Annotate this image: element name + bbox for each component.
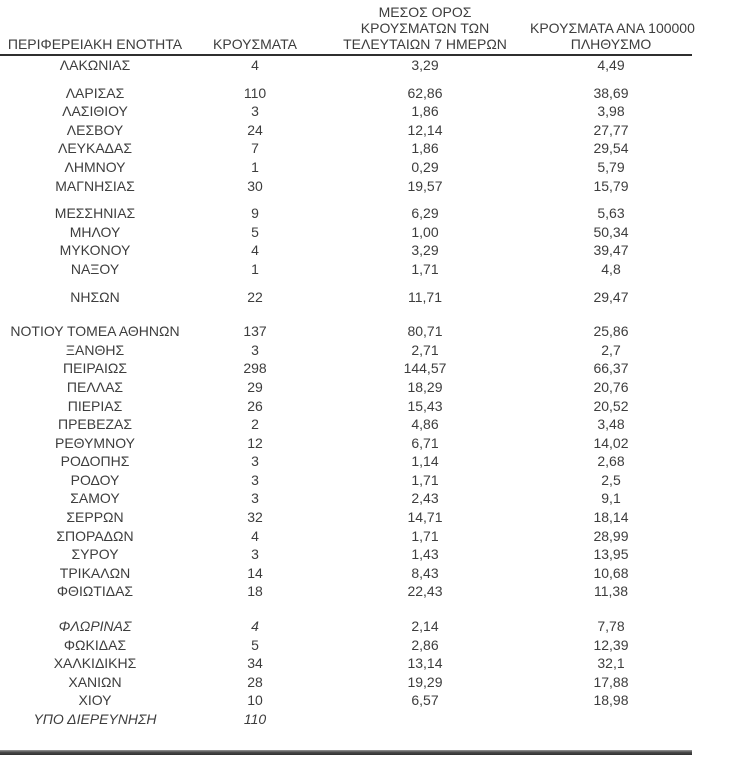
per-100k-cell: 3,48: [597, 416, 625, 433]
table-row: [0, 241, 692, 260]
table-row: [0, 288, 692, 307]
avg-7day-cell: 2,14: [411, 618, 439, 635]
per-100k-cell: 9,1: [601, 490, 621, 507]
cases-cell: 4: [251, 527, 259, 544]
region-cell: ΠΕΙΡΑΙΩΣ: [63, 360, 127, 377]
per-100k-cell: 50,34: [593, 223, 629, 240]
group-gap: [0, 601, 692, 617]
group-gap: [0, 75, 692, 84]
table-row: [0, 415, 692, 434]
cases-cell: 26: [247, 397, 263, 414]
cases-cell: 18: [247, 583, 263, 600]
cases-cell: 110: [243, 84, 267, 101]
cases-cell: 3: [251, 341, 259, 358]
region-cell: ΧΙΟΥ: [78, 692, 112, 709]
table-row: [0, 378, 692, 397]
per-100k-cell: 3,98: [597, 103, 625, 120]
table-row: [0, 673, 692, 692]
per-100k-cell: 5,79: [597, 158, 625, 175]
avg-7day-cell: 6,29: [411, 205, 439, 222]
table-row: [0, 471, 692, 490]
table-row: [0, 654, 692, 673]
cases-cell: 12: [247, 434, 263, 451]
region-cell: ΜΕΣΣΗΝΙΑΣ: [54, 205, 136, 222]
per-100k-cell: 10,68: [593, 564, 629, 581]
cases-cell: 30: [247, 177, 263, 194]
table-row: [0, 617, 692, 636]
per-100k-cell: 20,76: [593, 378, 629, 395]
cases-cell: 32: [247, 509, 263, 526]
header-line: ΚΡΟΥΣΜΑΤΑ ΑΝΑ 100000: [530, 20, 695, 36]
table-header: [0, 2, 695, 55]
per-100k-cell: 66,37: [593, 360, 629, 377]
cases-cell: 3: [251, 471, 259, 488]
avg-7day-cell: 1,00: [411, 223, 439, 240]
per-100k-cell: 29,47: [593, 288, 629, 305]
avg-7day-cell: 13,14: [407, 655, 443, 672]
per-100k-cell: 18,98: [593, 692, 629, 709]
table-row: [0, 452, 692, 471]
table-row: [0, 397, 692, 416]
col-header-per-100k: [530, 2, 695, 55]
group-gap: [0, 279, 692, 288]
header-line: ΚΡΟΥΣΜΑΤΩΝ ΤΩΝ: [360, 20, 490, 36]
per-100k-cell: 28,99: [593, 527, 629, 544]
region-cell: ΛΕΣΒΟΥ: [66, 121, 124, 138]
cases-cell: 110: [243, 711, 267, 727]
region-cell: ΣΠΟΡΑΔΩΝ: [56, 527, 134, 544]
table-row: [0, 527, 692, 546]
per-100k-cell: 4,8: [601, 260, 621, 277]
per-100k-cell: 32,1: [597, 655, 625, 672]
avg-7day-cell: 1,43: [411, 546, 439, 563]
avg-7day-cell: 4,86: [411, 416, 439, 433]
per-100k-cell: 12,39: [593, 636, 629, 653]
region-cell: ΜΑΓΝΗΣΙΑΣ: [55, 177, 135, 194]
avg-7day-cell: 8,43: [411, 564, 439, 581]
per-100k-cell: 13,95: [593, 546, 629, 563]
avg-7day-cell: 19,29: [407, 673, 443, 690]
table-row: [0, 564, 692, 583]
avg-7day-cell: 1,86: [411, 140, 439, 157]
region-cell: ΣΑΜΟΥ: [70, 490, 120, 507]
cases-cell: 3: [251, 103, 259, 120]
per-100k-cell: 17,88: [593, 673, 629, 690]
table-row: [0, 121, 692, 140]
table-row: [0, 177, 692, 196]
table-row: [0, 434, 692, 453]
table-row: [0, 158, 692, 177]
bottom-rule: [0, 750, 692, 755]
cases-cell: 7: [251, 140, 259, 157]
region-cell: ΛΗΜΝΟΥ: [64, 158, 126, 175]
avg-7day-cell: 1,14: [411, 453, 439, 470]
per-100k-cell: 27,77: [593, 121, 629, 138]
avg-7day-cell: 80,71: [407, 323, 443, 340]
region-cell: ΜΥΚΟΝΟΥ: [59, 242, 131, 259]
col-header-avg-7day: [320, 2, 530, 55]
region-cell: ΝΟΤΙΟΥ ΤΟΜΕΑ ΑΘΗΝΩΝ: [10, 323, 180, 340]
col-header-cases: [190, 2, 320, 55]
table-row: [0, 260, 692, 279]
cases-cell: 22: [247, 288, 263, 305]
header-line: ΠΛΗΘΥΣΜΟ: [570, 36, 652, 52]
regional-cases-table: [0, 2, 695, 729]
cases-cell: 4: [251, 57, 259, 73]
region-cell: ΝΗΣΩΝ: [70, 288, 120, 305]
avg-7day-cell: 1,86: [411, 103, 439, 120]
cases-cell: 10: [247, 692, 263, 709]
avg-7day-cell: 19,57: [407, 177, 443, 194]
cases-cell: 1: [251, 158, 259, 175]
cases-cell: 5: [251, 223, 259, 240]
table-row: [0, 545, 692, 564]
header-line: ΤΕΛΕΥΤΑΙΩΝ 7 ΗΜΕΡΩΝ: [343, 36, 507, 52]
region-cell: ΛΕΥΚΑΔΑΣ: [57, 140, 133, 157]
table-row: [0, 508, 692, 527]
cases-cell: 1: [251, 260, 259, 277]
table-row: [0, 139, 692, 158]
table-row: [0, 55, 692, 75]
per-100k-cell: 25,86: [593, 323, 629, 340]
per-100k-cell: 4,49: [597, 57, 625, 73]
region-cell: ΥΠΟ ΔΙΕΡΕΥΝΗΣΗ: [33, 711, 157, 727]
cases-cell: 9: [251, 205, 259, 222]
group-gap: [0, 195, 692, 204]
avg-7day-cell: 2,71: [411, 341, 439, 358]
region-cell: ΦΛΩΡΙΝΑΣ: [58, 618, 132, 635]
per-100k-cell: 7,78: [597, 618, 625, 635]
per-100k-cell: 39,47: [593, 242, 629, 259]
avg-7day-cell: 0,29: [411, 158, 439, 175]
per-100k-cell: 11,38: [594, 583, 628, 600]
per-100k-cell: [530, 710, 692, 729]
avg-7day-cell: 15,43: [407, 397, 443, 414]
cases-cell: 4: [251, 618, 259, 635]
cases-cell: 3: [251, 546, 259, 563]
avg-7day-cell: 2,43: [411, 490, 439, 507]
region-cell: ΜΗΛΟΥ: [69, 223, 121, 240]
per-100k-cell: 2,7: [601, 341, 621, 358]
table-row: [0, 359, 692, 378]
per-100k-cell: 14,02: [593, 434, 629, 451]
cases-cell: 28: [247, 673, 263, 690]
region-cell: ΣΕΡΡΩΝ: [66, 509, 124, 526]
per-100k-cell: 38,69: [593, 84, 629, 101]
table-row: [0, 322, 692, 341]
table-row: [0, 223, 692, 242]
cases-cell: 3: [251, 490, 259, 507]
per-100k-cell: 20,52: [593, 397, 629, 414]
per-100k-cell: 18,14: [593, 509, 629, 526]
region-cell: ΡΕΘΥΜΝΟΥ: [54, 434, 135, 451]
cases-cell: 2: [251, 416, 259, 433]
region-cell: ΝΑΞΟΥ: [70, 260, 120, 277]
table-body: [0, 55, 692, 729]
per-100k-cell: 5,63: [597, 205, 625, 222]
cases-cell: 29: [247, 378, 263, 395]
group-gap: [0, 306, 692, 322]
avg-7day-cell: 14,71: [407, 509, 443, 526]
header-line: ΜΕΣΟΣ ΟΡΟΣ: [378, 4, 472, 20]
per-100k-cell: 2,5: [601, 471, 621, 488]
region-cell: ΣΥΡΟΥ: [71, 546, 119, 563]
cases-cell: 34: [247, 655, 263, 672]
header-line: ΚΡΟΥΣΜΑΤΑ: [213, 36, 297, 52]
cases-cell: 5: [251, 636, 259, 653]
avg-7day-cell: 3,29: [411, 57, 439, 73]
region-cell: ΦΘΙΩΤΙΔΑΣ: [56, 583, 134, 600]
table-row: [0, 341, 692, 360]
avg-7day-cell: 18,29: [407, 378, 443, 395]
table-row: [0, 710, 692, 729]
avg-7day-cell: 1,71: [411, 260, 439, 277]
per-100k-cell: 29,54: [593, 140, 629, 157]
table-row: [0, 582, 692, 601]
region-cell: ΧΑΝΙΩΝ: [68, 673, 122, 690]
region-cell: ΠΙΕΡΙΑΣ: [67, 397, 123, 414]
cases-cell: 24: [247, 121, 263, 138]
region-cell: ΠΡΕΒΕΖΑΣ: [57, 416, 132, 433]
avg-7day-cell: 6,57: [411, 692, 439, 709]
cases-cell: 3: [251, 453, 259, 470]
region-cell: ΠΕΛΛΑΣ: [66, 378, 124, 395]
avg-7day-cell: [320, 710, 530, 729]
avg-7day-cell: 62,86: [407, 84, 443, 101]
cases-cell: 4: [251, 242, 259, 259]
table-row: [0, 204, 692, 223]
table-row: [0, 102, 692, 121]
table-row: [0, 636, 692, 655]
per-100k-cell: 2,68: [597, 453, 625, 470]
avg-7day-cell: 22,43: [407, 583, 443, 600]
region-cell: ΞΑΝΘΗΣ: [65, 341, 125, 358]
avg-7day-cell: 2,86: [411, 636, 439, 653]
avg-7day-cell: 144,57: [403, 360, 447, 377]
avg-7day-cell: 3,29: [411, 242, 439, 259]
per-100k-cell: 15,79: [593, 177, 629, 194]
region-cell: ΛΑΚΩΝΙΑΣ: [59, 57, 131, 73]
header-row: [0, 2, 692, 55]
region-cell: ΡΟΔΟΥ: [70, 471, 120, 488]
col-header-region: [0, 2, 190, 55]
header-line: ΠΕΡΙΦΕΡΕΙΑΚΗ ΕΝΟΤΗΤΑ: [7, 36, 183, 52]
avg-7day-cell: 1,71: [411, 527, 439, 544]
cases-cell: 14: [247, 564, 263, 581]
region-cell: ΤΡΙΚΑΛΩΝ: [59, 564, 131, 581]
region-cell: ΛΑΡΙΣΑΣ: [65, 84, 125, 101]
avg-7day-cell: 11,71: [408, 288, 442, 305]
cases-cell: 137: [243, 323, 267, 340]
region-cell: ΡΟΔΟΠΗΣ: [60, 453, 130, 470]
region-cell: ΛΑΣΙΘΙΟΥ: [62, 103, 128, 120]
avg-7day-cell: 6,71: [411, 434, 439, 451]
table-row: [0, 84, 692, 103]
region-cell: ΦΩΚΙΔΑΣ: [63, 636, 127, 653]
avg-7day-cell: 12,14: [407, 121, 443, 138]
table-row: [0, 489, 692, 508]
avg-7day-cell: 1,71: [411, 471, 439, 488]
table-row: [0, 691, 692, 710]
cases-cell: 298: [243, 360, 267, 377]
region-cell: ΧΑΛΚΙΔΙΚΗΣ: [53, 655, 137, 672]
